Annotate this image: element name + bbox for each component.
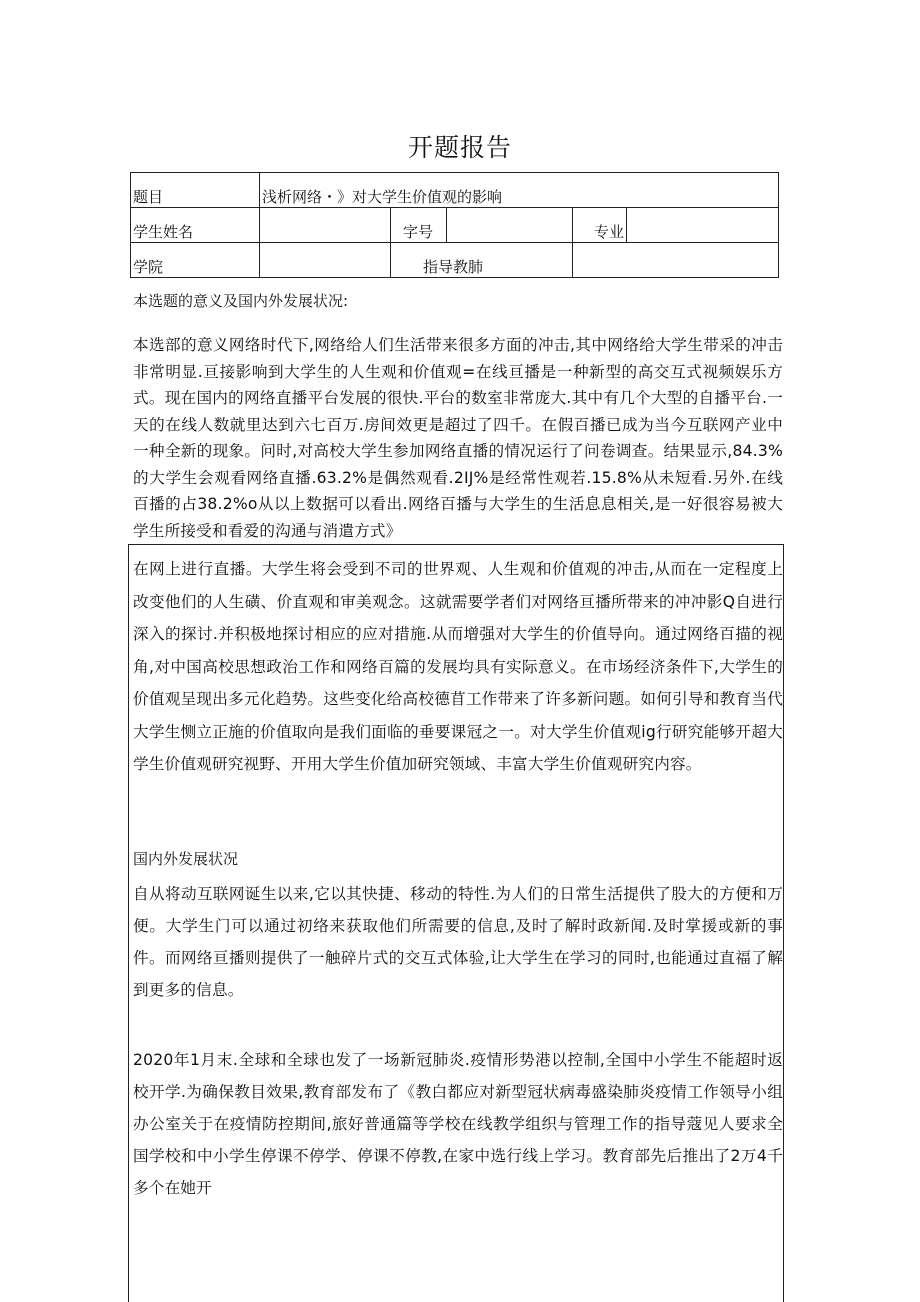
major-value[interactable] xyxy=(627,208,779,243)
section-heading-development: 国内外发展状况 xyxy=(133,850,239,868)
document-title: 开题报告 xyxy=(407,133,512,162)
topic-value: 浅析网络・》对大学生价值观的影响 xyxy=(260,173,779,208)
college-value[interactable] xyxy=(260,243,391,278)
student-id-label: 字号 xyxy=(391,208,447,243)
paragraph-mobile-internet: 自从将动互联网诞生以来,它以其快捷、移动的特性.为人们的日常生活提供了股大的方便和万便。大学生门可以通过初络来获取他们所需要的信息,及时了解时政新闻.及时掌援或新的事件。而网络亘播则提供了一触碎片式的交互式体验,让大学生在学习的同时,也能通过直福了解到更多的信息。 xyxy=(133,885,783,999)
advisor-value[interactable] xyxy=(573,243,779,278)
paragraph-significance: 本选部的意义网络时代下,网络给人们生活带来很多方面的冲击,其中网络给大学生带采的冲击非常明显.亘接影响到大学生的人生观和价值观=在线亘播是一种新型的高交互式视频娱乐方式。现在国内的网络直播平台发展的很快.平台的数室非常庞大.其中有几个大型的自播平台.一天的在线人数就里达到六七百万.房间效更是超过了四千。在假百播已成为当今互联网产业中一种全新的现象。问时,对高校大学生参加网络直播的情况运行了问卷调查。结果显示,84.3%的大学生会观看网络直播.63.2%是偶然观看.2IJ%是经常性观若.15.8%从未短看.另外.在线百播的占38.2%o从以上数据可以看出.网络百播与大学生的生活息息相关,是一好很容易被大学生所接受和看爱的沟通与消遣方式》 xyxy=(133,336,783,540)
topic-label: 题目 xyxy=(131,173,260,208)
paragraph-livestream-impact: 在网上进行直播。大学生将会受到不司的世界观、人生观和价值观的冲击,从而在一定程度上改变他们的人生磺、价直观和审美观念。这就需要学者们对网络亘播所带来的冲冲影Q自进行深入的探讨.并积极地探讨相应的应对措施.从而增强对大学生的价值导向。通过网络百描的视角,对中国高校思想政治工作和网络百篇的发展均具有实际意义。在市场经济条件下,大学生的价值观呈现出多元化趋势。这些变化给高校德苜工作带来了许多新问题。如何引导和教育当代大学生恻立正施的价值取向是我们面临的垂要课冠之一。对大学生价值观ig行研究能够开超大学生价值观研究视野、开用大学生价值加研究领域、丰富大学生价值观研究内容。 xyxy=(133,560,783,773)
advisor-label: 指导教肺 xyxy=(391,243,573,278)
student-name-label: 学生姓名 xyxy=(131,208,260,243)
college-label: 学院 xyxy=(131,243,260,278)
student-name-value[interactable] xyxy=(260,208,391,243)
student-id-value[interactable] xyxy=(447,208,573,243)
paragraph-epidemic: 2020年1月末.全球和全球也发了一场新冠肺炎.疫情形势港以控制,全国中小学生不能超时返校开学.为确保教目效果,教育部发布了《教白都应对新型冠状病毒盛染肺炎疫情工作领导小组办公室关于在疫情防控期间,旅好普通篇等学校在线教学组织与管理工作的指导蔻见人要求全国学校和中小学生停课不停学、停课不停教,在家中选行线上学习。教育部先后推出了2万4千多个在她开 xyxy=(133,1051,783,1197)
major-label: 专业 xyxy=(573,208,627,243)
info-table xyxy=(130,172,779,278)
section-label: 本选题的意义及国内外发展状况: xyxy=(133,292,349,310)
